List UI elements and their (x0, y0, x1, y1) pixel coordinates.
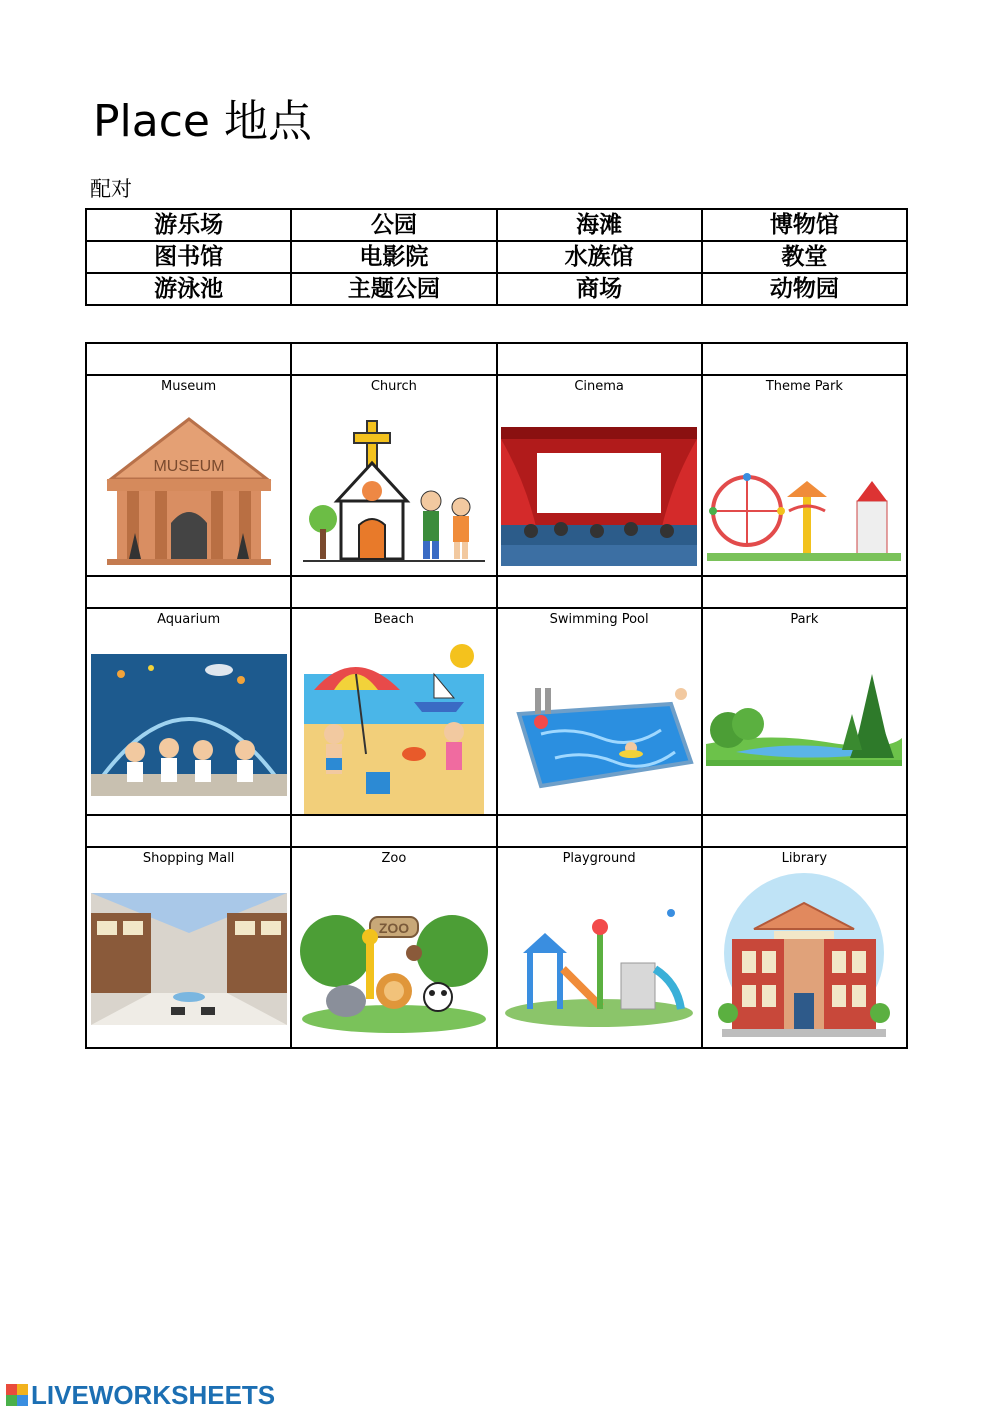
church-illustration (299, 401, 489, 566)
library-illustration (714, 873, 894, 1043)
picture-caption: Park (790, 612, 819, 627)
picture-cell-cinema (497, 375, 702, 576)
playground-illustration (501, 873, 697, 1038)
picture-cell-library (702, 847, 907, 1048)
picture-cell-swimming-pool (497, 608, 702, 815)
logo-text: LIVEWORKSHEETS (31, 1379, 276, 1410)
beach-illustration (304, 634, 484, 814)
answer-box-swimming-pool[interactable] (497, 576, 702, 608)
picture-caption: Church (370, 379, 417, 394)
word-bank-cell: 博物馆 (702, 209, 907, 241)
answer-box-church[interactable] (291, 343, 496, 375)
word-bank-row (86, 209, 907, 241)
picture-cell-aquarium (86, 608, 291, 815)
answer-box-park[interactable] (702, 576, 907, 608)
liveworksheets-logo (6, 1380, 275, 1410)
picture-caption: Library (781, 851, 828, 866)
shopping-mall-illustration (91, 873, 287, 1038)
picture-caption: Cinema (574, 379, 624, 394)
answer-box-playground[interactable] (497, 815, 702, 847)
picture-cell-zoo (291, 847, 496, 1048)
answer-box-library[interactable] (702, 815, 907, 847)
answer-row (86, 815, 907, 847)
word-bank-row (86, 273, 907, 305)
park-illustration (706, 634, 902, 799)
word-bank-cell: 主题公园 (291, 273, 496, 305)
answer-row (86, 576, 907, 608)
picture-cell-theme-park (702, 375, 907, 576)
picture-row (86, 608, 907, 815)
word-bank-cell: 水族馆 (497, 241, 702, 273)
picture-caption: Zoo (381, 851, 407, 866)
picture-caption: Theme Park (765, 379, 843, 394)
word-bank-cell: 电影院 (291, 241, 496, 273)
picture-cell-museum (86, 375, 291, 576)
picture-row (86, 375, 907, 576)
cinema-illustration (501, 401, 697, 566)
picture-caption: Playground (562, 851, 636, 866)
theme-park-illustration (707, 401, 901, 566)
word-bank-cell: 游泳池 (86, 273, 291, 305)
word-bank-cell: 动物园 (702, 273, 907, 305)
picture-caption: Museum (161, 379, 217, 394)
answer-box-aquarium[interactable] (86, 576, 291, 608)
word-bank-cell: 教堂 (702, 241, 907, 273)
word-bank-row (86, 241, 907, 273)
museum-illustration (99, 401, 279, 566)
answer-box-zoo[interactable] (291, 815, 496, 847)
aquarium-illustration (91, 634, 287, 799)
picture-grid-table (85, 342, 908, 1049)
word-bank-cell: 游乐场 (86, 209, 291, 241)
word-bank-cell: 图书馆 (86, 241, 291, 273)
picture-cell-park (702, 608, 907, 815)
museum-sign-text: MUSEUM (153, 458, 225, 475)
word-bank-table (85, 208, 908, 306)
picture-cell-shopping-mall (86, 847, 291, 1048)
zoo-sign-text: ZOO (378, 920, 410, 936)
answer-box-cinema[interactable] (497, 343, 702, 375)
swimming-pool-illustration (501, 634, 697, 799)
answer-box-museum[interactable] (86, 343, 291, 375)
picture-cell-church (291, 375, 496, 576)
instruction-label: 配对 (90, 177, 132, 201)
picture-cell-beach (291, 608, 496, 815)
page-title: Place 地点 (93, 96, 312, 147)
picture-caption: Swimming Pool (549, 612, 649, 627)
picture-caption: Shopping Mall (142, 851, 235, 866)
answer-row (86, 343, 907, 375)
picture-caption: Aquarium (157, 612, 221, 627)
word-bank-cell: 商场 (497, 273, 702, 305)
answer-box-shopping-mall[interactable] (86, 815, 291, 847)
picture-caption: Beach (373, 612, 415, 627)
answer-box-beach[interactable] (291, 576, 496, 608)
word-bank-cell: 公园 (291, 209, 496, 241)
picture-cell-playground (497, 847, 702, 1048)
answer-box-theme-park[interactable] (702, 343, 907, 375)
logo-badge-icon (6, 1384, 28, 1406)
zoo-illustration (296, 873, 492, 1038)
picture-row (86, 847, 907, 1048)
word-bank-cell: 海滩 (497, 209, 702, 241)
